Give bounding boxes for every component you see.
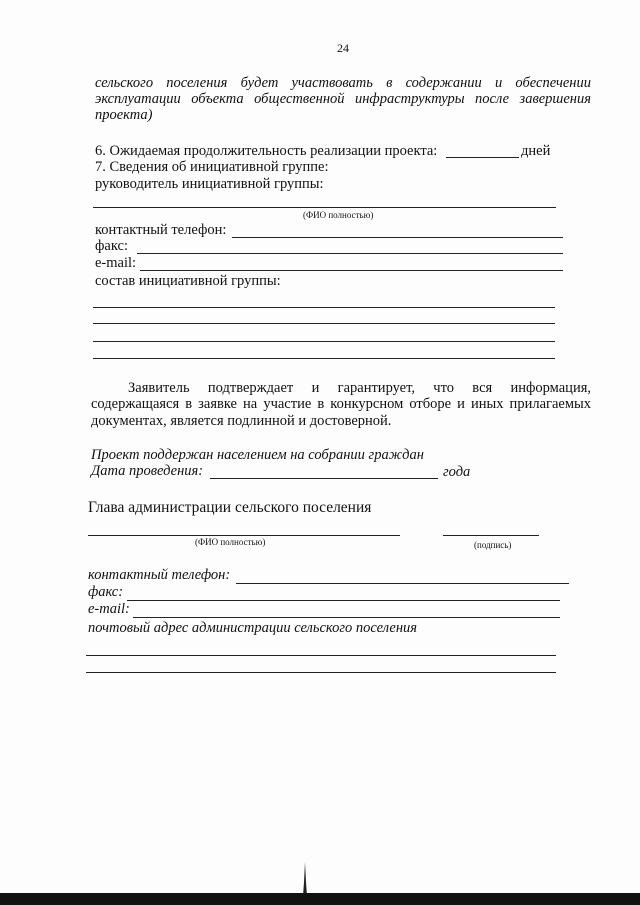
group-fax-label: факс: xyxy=(95,238,128,254)
head-phone-line[interactable] xyxy=(236,583,569,584)
group-fax-line[interactable] xyxy=(137,253,563,254)
head-fax-label: факс: xyxy=(88,584,124,600)
group-email-line[interactable] xyxy=(140,270,563,271)
declaration-line-1: Заявитель подтверждает и гарантирует, что вся информация, xyxy=(128,380,591,396)
intro-line-3: проекта) xyxy=(95,107,153,123)
head-fax-line[interactable] xyxy=(127,600,560,601)
support-date-line[interactable] xyxy=(210,478,438,479)
group-phone-label: контактный телефон: xyxy=(95,222,227,238)
declaration-line-3: документах, является подлинной и достоверной. xyxy=(91,413,392,429)
support-line: Проект поддержан населением на собрании граждан xyxy=(91,447,424,463)
head-address-line-1[interactable] xyxy=(86,655,556,656)
item6-unit: дней xyxy=(521,143,551,159)
declaration-line-2: содержащаяся в заявке на участие в конкурсном отборе и иных прилагаемых xyxy=(91,396,591,412)
scan-bottom-edge xyxy=(0,893,640,905)
item7-label: 7. Сведения об инициативной группе: xyxy=(95,159,329,175)
group-email-label: e-mail: xyxy=(95,255,137,271)
support-year-suffix: года xyxy=(443,464,471,480)
head-fio-caption: (ФИО полностью) xyxy=(195,537,266,547)
item6-label: 6. Ожидаемая продолжительность реализации проекта: xyxy=(95,143,438,159)
intro-line-2: эксплуатации объекта общественной инфраструктуры после завершения xyxy=(95,91,591,107)
members-line-4[interactable] xyxy=(93,358,555,359)
leader-fio-line[interactable] xyxy=(93,207,556,208)
head-signature-caption: (подпись) xyxy=(474,540,512,550)
members-line-3[interactable] xyxy=(93,341,555,342)
head-fio-line[interactable] xyxy=(88,535,400,536)
head-email-label: e-mail: xyxy=(88,601,130,617)
head-title: Глава администрации сельского поселения xyxy=(88,499,372,516)
head-phone-label: контактный телефон: xyxy=(88,567,231,583)
intro-line-1: сельского поселения будет участвовать в содержании и обеспечении xyxy=(95,75,591,91)
head-address-line-2[interactable] xyxy=(86,672,556,673)
group-phone-line[interactable] xyxy=(232,237,563,238)
head-signature-line[interactable] xyxy=(443,535,539,536)
binding-clip-mark xyxy=(302,862,308,896)
head-email-line[interactable] xyxy=(133,617,560,618)
members-line-1[interactable] xyxy=(93,307,555,308)
leader-label: руководитель инициативной группы: xyxy=(95,176,324,192)
members-label: состав инициативной группы: xyxy=(95,273,281,289)
duration-field-line[interactable] xyxy=(446,157,519,158)
page-number: 24 xyxy=(337,41,349,55)
support-date-label: Дата проведения: xyxy=(91,463,204,479)
leader-fio-caption: (ФИО полностью) xyxy=(303,210,374,220)
members-line-2[interactable] xyxy=(93,323,555,324)
head-address-label: почтовый адрес администрации сельского поселения xyxy=(88,620,418,636)
